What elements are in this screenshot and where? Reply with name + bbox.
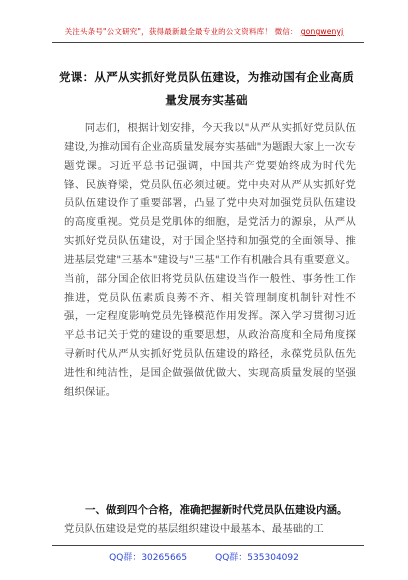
body-paragraph: 同志们，根据计划安排，今天我以"从严从实抓好党员队伍建设,为推动国有企业高质量发展夯实基础"为题跟大家上一次专题党课。习近平总书记强调，中国共产党要始终成为时代先锋、民族脊梁，党员队伍必须过硬。党中央对从严从实抓好党员队伍建设作了重要部署，凸显了党中央对加强党员队伍建设的高度重视。党员是党肌体的细胞，是党活力的源泉，从严从实抓好党员队伍建设，对于国企坚持和加强党的全面领导、推进基层党建"三基本"建设与"三基"工作有机融合具有重要意义。当前，部分国企依旧将党员队伍建设当作一般性、事务性工作推进，党员队伍素质良莠不齐、相关管理制度机制针对性不强，一定程度影响党员先锋模范作用发挥。深入学习贯彻习近平总书记关于党的建设的重要思想，从政治高度和全局角度探寻新时代从严从实抓好党员队伍建设的路径，永葆党员队伍先进性和纯洁性，是国企做强做优做大、实现高质量发展的坚强组织保证。 — [64, 122, 356, 398]
footer-divider — [52, 545, 364, 546]
qq-group-1: QQ群：30265665 — [109, 553, 188, 563]
section-heading: 一、做到四个合格，准确把握新时代党员队伍建设内涵。 — [85, 504, 348, 516]
wechat-id[interactable]: gongwenyj — [300, 27, 344, 36]
qq-group-2: QQ群：535304092 — [215, 553, 299, 563]
header-divider — [52, 42, 364, 43]
top-banner — [0, 26, 408, 37]
document-body — [64, 119, 356, 402]
section-paragraph: 党员队伍建设是党的基层组织建设中最基本、最基础的工 — [64, 523, 324, 535]
document-title: 党课：从严从实抓好党员队伍建设，为推动国有企业高质量发展夯实基础 — [59, 70, 354, 107]
banner-text: 关注头条号"公文研究"，获得最新最全最专业的公文资料库！ 微信： — [64, 27, 298, 36]
footer — [0, 550, 408, 563]
